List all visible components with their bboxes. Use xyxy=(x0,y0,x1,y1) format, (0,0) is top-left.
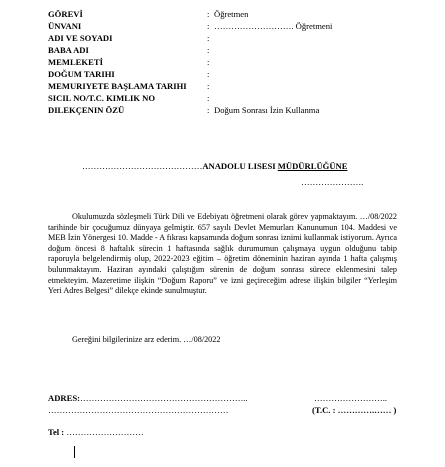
address-line-2: ……………………………………………………… xyxy=(48,405,229,415)
field-colon: : xyxy=(207,45,210,55)
field-colon: : xyxy=(207,21,210,31)
field-colon: : xyxy=(207,93,210,103)
field-label: ADI VE SOYADI xyxy=(48,33,113,43)
field-colon: : xyxy=(207,9,210,19)
field-label: MEMURIYETE BAŞLAMA TARIHI xyxy=(48,81,187,91)
signature-line: …………………….. xyxy=(314,393,388,403)
tc-label: (T.C. : ………….…… ) xyxy=(312,405,397,415)
body-paragraph: Okulumuzda sözleşmeli Türk Dili ve Edebiyatı öğretmeni olarak görev yapmaktayım. …/08/2022 tarihinde bir çocuğumuz dünyaya gelmiştir. 657 sayılı Devlet Memurları Kanunumun 104. Maddesi ve MEB İzin Yönergesi 10. Madde - A fıkrası kapsamında doğum sonrası iznimi kullanmak istiyorum. Ayrıca doğum öncesi 8 haftalık sürecin 1 haftasında sağlık durumumun çalışmaya uygun olduğunu tabip raporuyla belgelendirmiş olup, 2022-2023 eğitim – öğretim döneminin haziran ayında 1 hafta çalışmış bulunmaktayım. Haziran ayındaki çalıştığım sürenin de doğum sonrası sürece eklenmesini talep etmekteyim. Mazeretime ilişkin “Doğum Raporu” ve izni geçireceğim adrese ilişkin bilgiler “Yerleşim Yeri Adres Belgesi” dilekçe ekinde sunulmuştur. xyxy=(48,212,397,296)
field-colon: : xyxy=(207,57,210,67)
field-colon: : xyxy=(207,33,210,43)
addressee-directorate: MÜDÜRLÜĞÜNE xyxy=(277,161,348,171)
phone-line xyxy=(48,426,144,438)
phone-value: ……………………… xyxy=(66,427,144,437)
field-label: DILEKÇENIN ÖZÜ xyxy=(48,105,125,115)
field-label: ÜNVANI xyxy=(48,21,82,31)
address-label: ADRES: xyxy=(48,393,80,403)
addressee-school: ANADOLU LISESI xyxy=(202,161,278,171)
field-label: DOĞUM TARIHI xyxy=(48,69,115,79)
addressee-subline: …………………. xyxy=(301,177,364,187)
field-value: Öğretmen xyxy=(214,9,249,19)
address-dots-1: ………………………………………………….. xyxy=(80,393,248,403)
text-cursor[interactable] xyxy=(74,446,75,458)
field-label: MEMLEKETİ xyxy=(48,57,103,67)
field-value: Doğum Sonrası İzin Kullanma xyxy=(214,105,320,115)
field-colon: : xyxy=(207,69,210,79)
field-label: SICIL NO/T.C. KIMLIK NO xyxy=(48,93,156,103)
field-value: ………………………. Öğretmeni xyxy=(214,21,333,31)
field-label: BABA ADI xyxy=(48,45,89,55)
field-colon: : xyxy=(207,105,210,115)
addressee-prefix: …………………………………… xyxy=(82,161,203,171)
field-label: GÖREVİ xyxy=(48,9,83,19)
addressee-line xyxy=(82,160,347,172)
field-colon: : xyxy=(207,81,210,91)
address-line-1 xyxy=(48,392,248,404)
closing-text: Gereğini bilgilerinize arz ederim. …/08/2022 xyxy=(72,335,221,344)
phone-label: Tel : xyxy=(48,427,65,437)
